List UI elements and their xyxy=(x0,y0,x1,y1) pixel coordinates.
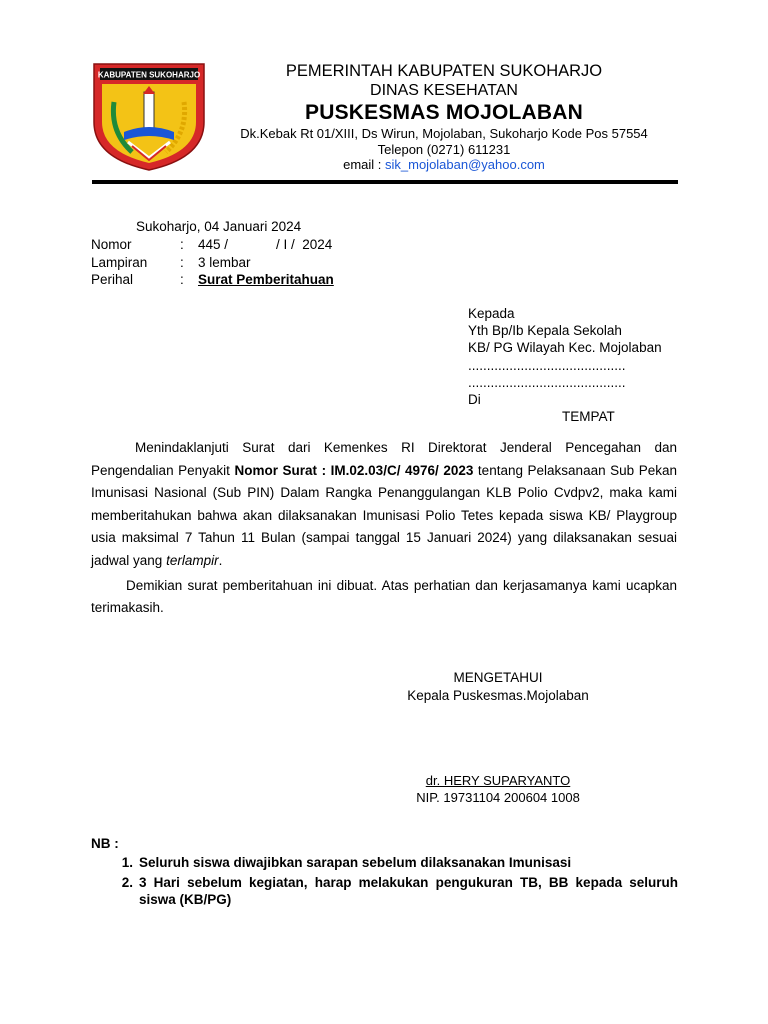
signature-title: MENGETAHUI xyxy=(453,670,543,685)
perihal-colon: : xyxy=(180,272,184,287)
body-paragraph-1 xyxy=(91,437,677,573)
svg-text:KABUPATEN SUKOHARJO: KABUPATEN SUKOHARJO xyxy=(97,70,201,80)
list-item xyxy=(91,874,678,909)
lampiran-colon: : xyxy=(180,255,184,270)
emblem-icon xyxy=(92,62,206,172)
recipient-line-1: Kepada xyxy=(468,306,515,321)
recipient-line-5: .......................................... xyxy=(468,374,626,390)
kop-institution-name: PUSKESMAS MOJOLABAN xyxy=(305,101,583,124)
perihal-label: Perihal xyxy=(91,272,134,287)
kop-department-line: DINAS KESEHATAN xyxy=(370,82,518,99)
kop-email-line xyxy=(210,157,678,172)
signatory-name: dr. HERY SUPARYANTO xyxy=(425,773,571,788)
recipient-line-6: Di xyxy=(468,392,481,408)
list-item xyxy=(91,854,678,872)
notes-list xyxy=(91,854,678,909)
nomor-label: Nomor xyxy=(91,237,132,252)
nomor-colon: : xyxy=(180,237,184,252)
letterhead-divider xyxy=(92,180,678,184)
nomor-value xyxy=(198,237,332,252)
recipient-block xyxy=(468,305,662,425)
note-number: 2. xyxy=(121,874,133,890)
recipient-line-7: TEMPAT xyxy=(562,409,615,425)
body-p1-reference: Nomor Surat : IM.02.03/C/ 4976/ 2023 xyxy=(234,462,474,478)
body-p1-italic: terlampir xyxy=(166,552,219,568)
kabupaten-sukoharjo-emblem xyxy=(92,62,206,172)
lampiran-value: 3 lembar xyxy=(198,255,251,270)
kop-address: Dk.Kebak Rt 01/XIII, Ds Wirun, Mojolaban, Sukoharjo Kode Pos 57554 xyxy=(240,126,648,141)
note-text: 3 Hari sebelum kegiatan, harap melakukan pengukuran TB, BB kepada seluruh siswa (KB/PG) xyxy=(139,874,678,907)
body-p1-end: . xyxy=(218,552,223,568)
note-text: Seluruh siswa diwajibkan sarapan sebelum dilaksanakan Imunisasi xyxy=(139,855,572,870)
nomor-part-b: / I / 2024 xyxy=(276,237,333,252)
body-paragraph-2: Demikian surat pemberitahuan ini dibuat. Atas perhatian dan kerjasamanya kami ucapkan terimakasih. xyxy=(91,577,677,616)
recipient-line-4: .......................................... xyxy=(468,357,626,373)
place-date: Sukoharjo, 04 Januari 2024 xyxy=(136,219,302,234)
lampiran-label: Lampiran xyxy=(91,255,148,270)
body-p1-text-a: Menindaklanjuti Surat dari Kemenkes RI Direktorat Jenderal Pencegahan dan Pengendalian Penyakit xyxy=(91,440,677,478)
signature-position: Kepala Puskesmas.Mojolaban xyxy=(407,688,589,703)
note-number: 1. xyxy=(121,855,133,870)
email-link[interactable]: sik_mojolaban@yahoo.com xyxy=(385,157,545,172)
recipient-line-3: KB/ PG Wilayah Kec. Mojolaban xyxy=(468,340,662,356)
body-p1-text-b: tentang Pelaksanaan Sub Pekan Imunisasi Nasional (Sub PIN) Dalam Rangka Penanggulangan KLB Polio Cvdpv2, maka kami memberitahukan bahwa akan dilaksanakan Imunisasi Polio Tetes kepada siswa KB/ Playgroup usia maksimal 7 Tahun 11 Bulan (sampai tanggal 15 Januari 2024) yang dilaksanakan sesuai jadwal yang xyxy=(91,462,678,568)
email-label: email : xyxy=(343,157,385,172)
recipient-line-2: Yth Bp/Ib Kepala Sekolah xyxy=(468,323,622,339)
nomor-part-a: 445 / xyxy=(198,237,229,252)
kop-government-line: PEMERINTAH KABUPATEN SUKOHARJO xyxy=(285,62,603,80)
signatory-nip: NIP. 19731104 200604 1008 xyxy=(416,790,580,805)
letter-body xyxy=(91,437,677,620)
kop-phone: Telepon (0271) 611231 xyxy=(377,142,511,157)
perihal-value: Surat Pemberitahuan xyxy=(198,272,334,287)
notes-title: NB : xyxy=(91,836,119,851)
